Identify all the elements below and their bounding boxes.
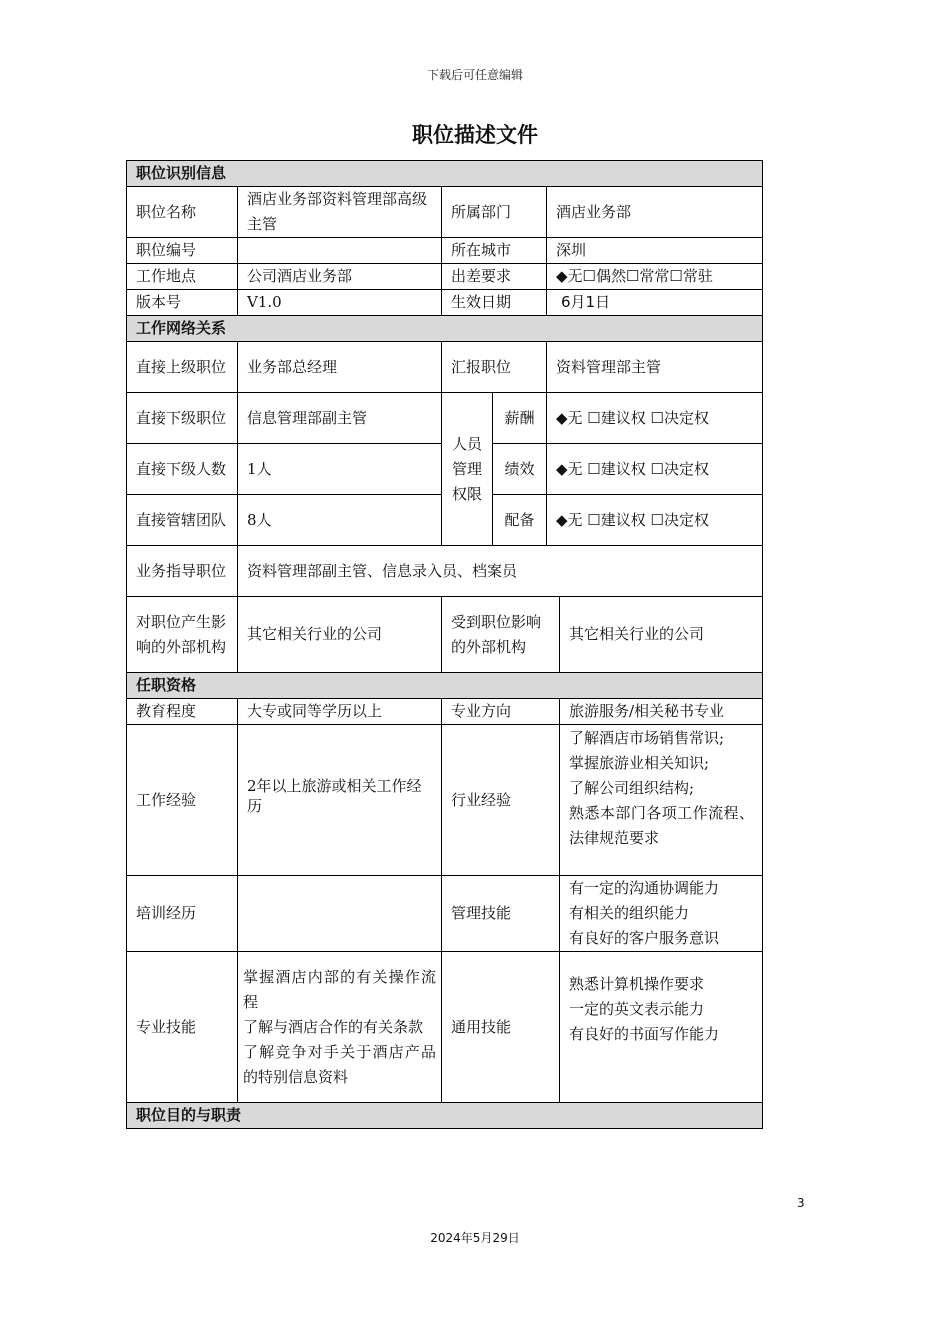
header-note: 下载后可任意编辑: [426, 68, 523, 82]
footer-date: 2024年5月29日: [430, 1231, 520, 1245]
page-number: 3: [797, 1196, 805, 1210]
report-label: 汇报职位: [441, 341, 547, 393]
team-label: 直接管辖团队: [126, 494, 238, 546]
section-identification: 职位识别信息: [126, 160, 763, 187]
experience-value: [237, 724, 442, 876]
management-label: 管理技能: [441, 875, 560, 952]
position-name-value: 酒店业务部资料管理部高级主管: [237, 186, 442, 238]
subordinate-label: 直接下级职位: [126, 392, 238, 444]
external-affected-value: 其它相关行业的公司: [559, 596, 763, 673]
city-label: 所在城市: [441, 237, 547, 264]
department-value: 酒店业务部: [546, 186, 763, 238]
section-network: 工作网络关系: [126, 315, 763, 342]
report-value: 资料管理部主管: [546, 341, 763, 393]
external-affect-value: 其它相关行业的公司: [237, 596, 442, 673]
position-code-label: 职位编号: [126, 237, 238, 264]
salary-label: 薪酬: [492, 392, 547, 444]
subordinate-count-label: 直接下级人数: [126, 443, 238, 495]
performance-authority: ◆无 ☐建议权 ☐决定权: [546, 443, 763, 495]
superior-label: 直接上级职位: [126, 341, 238, 393]
major-label: 专业方向: [441, 698, 560, 725]
authority-label: 人员管理权限: [441, 392, 493, 546]
training-label: 培训经历: [126, 875, 238, 952]
team-value: 8人: [237, 494, 442, 546]
education-label: 教育程度: [126, 698, 238, 725]
experience-text: 2年以上旅游或相关工作经历: [247, 777, 422, 815]
external-affected-label: 受到职位影响的外部机构: [441, 596, 560, 673]
department-label: 所属部门: [441, 186, 547, 238]
general-label: 通用技能: [441, 951, 560, 1103]
job-description-table: [126, 160, 763, 1129]
location-label: 工作地点: [126, 263, 238, 290]
industry-label: 行业经验: [441, 724, 560, 876]
general-value: 熟悉计算机操作要求 一定的英文表示能力 有良好的书面写作能力: [559, 951, 763, 1103]
version-label: 版本号: [126, 289, 238, 316]
experience-label: 工作经验: [126, 724, 238, 876]
subordinate-count-value: 1人: [237, 443, 442, 495]
guidance-value: 资料管理部副主管、信息录入员、档案员: [237, 545, 763, 597]
professional-value: 掌握酒店内部的有关操作流程 了解与酒店合作的有关条款 了解竞争对手关于酒店产品的特别信息资料: [237, 951, 442, 1103]
education-value: 大专或同等学历以上: [237, 698, 442, 725]
version-value: V1.0: [237, 289, 442, 316]
city-value: 深圳: [546, 237, 763, 264]
document-title: 职位描述文件: [412, 123, 538, 147]
position-code-value: [237, 237, 442, 264]
salary-authority: ◆无 ☐建议权 ☐决定权: [546, 392, 763, 444]
travel-label: 出差要求: [441, 263, 547, 290]
effective-date-value: 6月1日: [546, 289, 763, 316]
position-name-label: 职位名称: [126, 186, 238, 238]
staffing-label: 配备: [492, 494, 547, 546]
staffing-authority: ◆无 ☐建议权 ☐决定权: [546, 494, 763, 546]
section-qualification: 任职资格: [126, 672, 763, 699]
travel-value: ◆无☐偶然☐常常☐常驻: [546, 263, 763, 290]
external-affect-label: 对职位产生影响的外部机构: [126, 596, 238, 673]
subordinate-value: 信息管理部副主管: [237, 392, 442, 444]
location-value: 公司酒店业务部: [237, 263, 442, 290]
section-purpose: 职位目的与职责: [126, 1102, 763, 1129]
effective-date-label: 生效日期: [441, 289, 547, 316]
industry-value: 了解酒店市场销售常识; 掌握旅游业相关知识; 了解公司组织结构; 熟悉本部门各项工作流程、法律规范要求: [559, 724, 763, 876]
training-value: [237, 875, 442, 952]
guidance-label: 业务指导职位: [126, 545, 238, 597]
professional-label: 专业技能: [126, 951, 238, 1103]
major-value: 旅游服务/相关秘书专业: [559, 698, 763, 725]
performance-label: 绩效: [492, 443, 547, 495]
management-value: 有一定的沟通协调能力 有相关的组织能力 有良好的客户服务意识: [559, 875, 763, 952]
superior-value: 业务部总经理: [237, 341, 442, 393]
